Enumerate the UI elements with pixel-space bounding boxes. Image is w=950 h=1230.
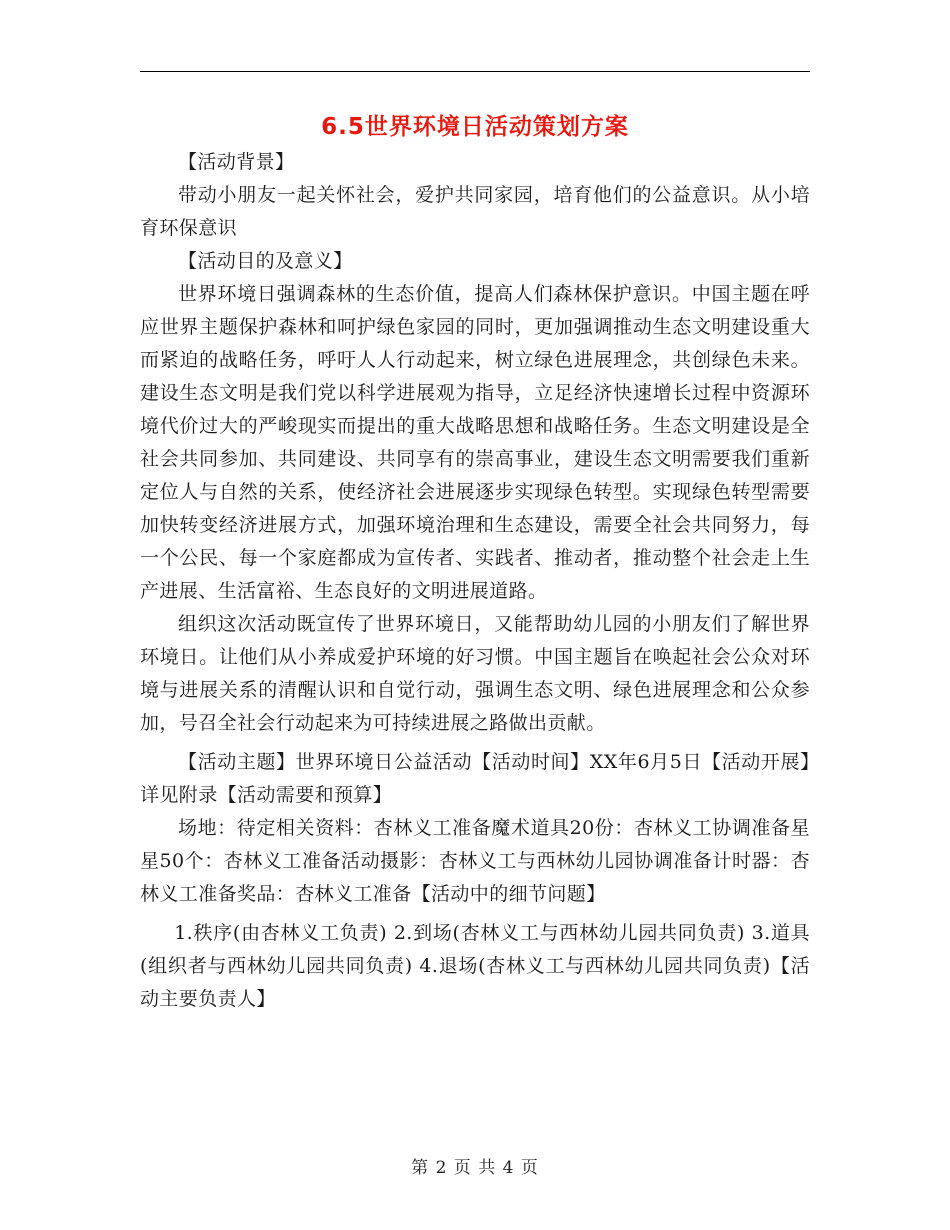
paragraph-organization: 组织这次活动既宣传了世界环境日，又能帮助幼儿园的小朋友们了解世界环境日。让他们从小养成爱护环境的好习惯。中国主题旨在唤起社会公众对环境与进展关系的清醒认识和自觉行动，强调生态文明、绿色进展理念和公众参加，号召全社会行动起来为可持续进展之路做出贡献。 [140,613,810,734]
paragraph-details: 1.秩序(由杏林义工负责) 2.到场(杏林义工与西林幼儿园共同负责) 3.道具(组织者与西林幼儿园共同负责) 4.退场(杏林义工与西林幼儿园共同负责)【活动主要负责人】 [140,922,810,1010]
section-heading-background: 【活动背景】 [178,151,295,173]
document-title: 6.5世界环境日活动策划方案 [321,114,629,140]
page-footer: 第 2 页 共 4 页 [411,1158,539,1178]
paragraph-theme-time: 【活动主题】世界环境日公益活动【活动时间】XX年6月5日【活动开展】 详见附录【活动需要和预算】 [140,751,849,806]
paragraph-purpose: 世界环境日强调森林的生态价值，提高人们森林保护意识。中国主题在呼应世界主题保护森林和呵护绿色家园的同时，更加强调推动生态文明建设重大而紧迫的战略任务，呼吁人人行动起来，树立绿色进展理念，共创绿色未来。建设生态文明是我们党以科学进展观为指导，立足经济快速增长过程中资源环境代价过大的严峻现实而提出的重大战略思想和战略任务。生态文明建设是全社会共同参加、共同建设、共同享有的崇高事业，建设生态文明需要我们重新定位人与自然的关系，使经济社会进展逐步实现绿色转型。实现绿色转型需要加快转变经济进展方式，加强环境治理和生态建设，需要全社会共同努力，每一个公民、每一个家庭都成为宣传者、实践者、推动者，推动整个社会走上生产进展、生活富裕、生态良好的文明进展道路。 [140,283,810,602]
header-rule [140,71,810,72]
paragraph-resources: 场地：待定相关资料：杏林义工准备魔术道具20份：杏林义工协调准备星星50个：杏林义工准备活动摄影：杏林义工与西林幼儿园协调准备计时器：杏林义工准备奖品：杏林义工准备【活动中的细节问题】 [140,817,810,905]
paragraph-background: 带动小朋友一起关怀社会，爱护共同家园，培育他们的公益意识。从小培育环保意识 [140,184,810,239]
document-body [140,146,849,1016]
section-heading-purpose: 【活动目的及意义】 [178,250,353,272]
